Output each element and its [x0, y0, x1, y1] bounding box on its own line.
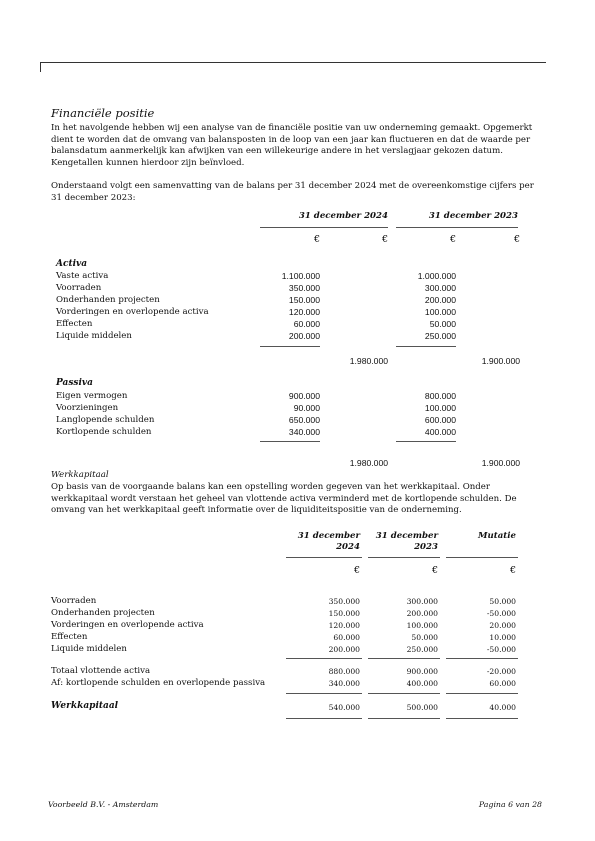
- passiva-total-2024: 1.980.000: [349, 458, 388, 468]
- passiva-row-2024: 650.000: [288, 415, 320, 425]
- werkkapitaal-line: Op basis van de voorgaande balans kan een opstelling worden gegeven van het werkkapitaal. Onder: [51, 482, 490, 492]
- passiva-row-2023: 600.000: [424, 415, 456, 425]
- activa-subtotal-rule-2024: [260, 346, 320, 347]
- balance-header-rule-2024: [260, 227, 388, 228]
- wk-col-2023-line2: 2023: [414, 542, 438, 552]
- passiva-total-2023: 1.900.000: [481, 458, 520, 468]
- activa-row-2024: 350.000: [288, 283, 320, 293]
- activa-total-2024: 1.980.000: [349, 356, 388, 366]
- wk-row-label: Vorderingen en overlopende activa: [51, 620, 204, 630]
- wk-row-mutatie: -50.000: [486, 609, 516, 618]
- wk-total-2023: 900.000: [406, 667, 438, 676]
- summary-paragraph: [51, 181, 541, 204]
- passiva-subtotal-rule-2024: [260, 441, 320, 442]
- activa-row-2024: 150.000: [288, 295, 320, 305]
- wk-result-2024: 540.000: [328, 703, 360, 712]
- currency-label: €: [381, 234, 388, 245]
- activa-heading: Activa: [56, 259, 88, 269]
- intro-line: balansdatum aanmerkelijk kan afwijken van een willekeurige andere in het verslagjaar gekozen datum.: [51, 146, 503, 157]
- passiva-row-label: Kortlopende schulden: [56, 427, 152, 437]
- currency-label: €: [509, 565, 516, 576]
- wk-result-label: Werkkapitaal: [51, 701, 119, 711]
- werkkapitaal-paragraph: [51, 482, 541, 517]
- activa-total-2023: 1.900.000: [481, 356, 520, 366]
- wk-header-rule-2024: [286, 557, 362, 558]
- wk-row-label: Voorraden: [51, 596, 97, 606]
- intro-paragraph: [51, 123, 541, 169]
- summary-line: 31 december 2023:: [51, 192, 136, 203]
- intro-line: dient te worden dat de omvang van balansposten in de loop van een jaar kan fluctueren en dat de waarde per: [51, 134, 531, 145]
- activa-row-2024: 120.000: [288, 307, 320, 317]
- currency-label: €: [431, 565, 438, 576]
- wk-af-2023: 400.000: [406, 679, 438, 688]
- wk-row-2023: 100.000: [406, 621, 438, 630]
- wk-col-2024-line2: 2024: [336, 542, 360, 552]
- wk-af-mutatie: 60.000: [489, 679, 516, 688]
- passiva-row-2023: 800.000: [424, 391, 456, 401]
- wk-row-mutatie: 10.000: [489, 633, 516, 642]
- activa-row-2023: 50.000: [429, 319, 456, 329]
- wk-row-2023: 300.000: [406, 597, 438, 606]
- wk-row-label: Liquide middelen: [51, 644, 127, 654]
- activa-row-label: Voorraden: [56, 283, 102, 293]
- wk-row-2024: 60.000: [333, 633, 360, 642]
- wk-row-2024: 150.000: [328, 609, 360, 618]
- wk-col-mutatie: Mutatie: [477, 531, 516, 541]
- activa-row-2024: 1.100.000: [281, 271, 320, 281]
- currency-label: €: [449, 234, 456, 245]
- wk-row-2023: 200.000: [406, 609, 438, 618]
- wk-result-rule-mutatie: [446, 693, 518, 694]
- footer-company: Voorbeeld B.V. - Amsterdam: [48, 800, 159, 809]
- passiva-row-label: Voorzieningen: [56, 403, 119, 413]
- activa-row-2023: 300.000: [424, 283, 456, 293]
- activa-row-2023: 1.000.000: [417, 271, 456, 281]
- activa-row-label: Liquide middelen: [56, 331, 132, 341]
- section-title: Financiële positie: [51, 106, 155, 120]
- wk-subtotal-rule-mutatie: [446, 658, 518, 659]
- wk-row-2024: 120.000: [328, 621, 360, 630]
- wk-total-2024: 880.000: [328, 667, 360, 676]
- wk-final-rule-mutatie: [446, 718, 518, 719]
- wk-final-rule-2024: [286, 718, 362, 719]
- wk-header-rule-mutatie: [446, 557, 518, 558]
- balance-col-2023: 31 december 2023: [428, 211, 518, 221]
- wk-result-2023: 500.000: [406, 703, 438, 712]
- activa-row-label: Onderhanden projecten: [56, 295, 160, 305]
- balance-header-rule-2023: [396, 227, 518, 228]
- wk-subtotal-rule-2023: [368, 658, 440, 659]
- header-rule-tick: [40, 62, 41, 72]
- summary-line: Onderstaand volgt een samenvatting van de balans per 31 december 2024 met de overeenkomstige cijfers per: [51, 181, 534, 191]
- activa-row-2024: 60.000: [293, 319, 320, 329]
- wk-row-label: Effecten: [51, 632, 88, 642]
- wk-header-rule-2023: [368, 557, 440, 558]
- werkkapitaal-line: werkkapitaal wordt verstaan het geheel van vlottende activa verminderd met de kortlopende schulden. De: [51, 493, 517, 504]
- wk-result-rule-2023: [368, 693, 440, 694]
- passiva-row-2024: 90.000: [293, 403, 320, 413]
- activa-subtotal-rule-2023: [396, 346, 456, 347]
- intro-line: In het navolgende hebben wij een analyse van de financiële positie van uw onderneming gemaakt. Opgemerkt: [51, 123, 533, 133]
- passiva-row-label: Eigen vermogen: [56, 391, 128, 401]
- wk-final-rule-2023: [368, 718, 440, 719]
- activa-row-2024: 200.000: [288, 331, 320, 341]
- passiva-row-2023: 400.000: [424, 427, 456, 437]
- wk-row-mutatie: 20.000: [489, 621, 516, 630]
- currency-label: €: [513, 234, 520, 245]
- passiva-row-2024: 340.000: [288, 427, 320, 437]
- wk-col-2024-line1: 31 december: [297, 531, 360, 541]
- wk-total-label: Totaal vlottende activa: [51, 666, 151, 676]
- werkkapitaal-subtitle: Werkkapitaal: [51, 470, 109, 480]
- intro-line: Kengetallen kunnen hierdoor zijn beïnvloed.: [51, 157, 245, 168]
- passiva-row-2024: 900.000: [288, 391, 320, 401]
- footer-page-number: Pagina 6 van 28: [478, 800, 542, 809]
- passiva-row-2023: 100.000: [424, 403, 456, 413]
- werkkapitaal-line: omvang van het werkkapitaal geeft informatie over de liquiditeitspositie van de onderneming.: [51, 505, 462, 516]
- wk-row-mutatie: 50.000: [489, 597, 516, 606]
- wk-row-label: Onderhanden projecten: [51, 608, 155, 618]
- activa-row-2023: 250.000: [424, 331, 456, 341]
- wk-af-2024: 340.000: [328, 679, 360, 688]
- wk-col-2023-line1: 31 december: [375, 531, 438, 541]
- wk-result-mutatie: 40.000: [489, 703, 516, 712]
- wk-row-2024: 350.000: [328, 597, 360, 606]
- activa-row-label: Vaste activa: [56, 271, 109, 281]
- wk-result-rule-2024: [286, 693, 362, 694]
- passiva-row-label: Langlopende schulden: [56, 415, 155, 425]
- wk-row-2024: 200.000: [328, 645, 360, 654]
- activa-row-label: Effecten: [56, 319, 93, 329]
- currency-label: €: [313, 234, 320, 245]
- passiva-subtotal-rule-2023: [396, 441, 456, 442]
- wk-af-label: Af: kortlopende schulden en overlopende passiva: [51, 678, 266, 688]
- activa-row-2023: 200.000: [424, 295, 456, 305]
- currency-label: €: [353, 565, 360, 576]
- passiva-heading: Passiva: [56, 378, 93, 388]
- wk-row-2023: 250.000: [406, 645, 438, 654]
- wk-row-2023: 50.000: [411, 633, 438, 642]
- wk-total-mutatie: -20.000: [486, 667, 516, 676]
- activa-row-2023: 100.000: [424, 307, 456, 317]
- wk-subtotal-rule-2024: [286, 658, 362, 659]
- header-rule: [40, 62, 546, 63]
- activa-row-label: Vorderingen en overlopende activa: [56, 307, 209, 317]
- balance-col-2024: 31 december 2024: [298, 211, 388, 221]
- wk-row-mutatie: -50.000: [486, 645, 516, 654]
